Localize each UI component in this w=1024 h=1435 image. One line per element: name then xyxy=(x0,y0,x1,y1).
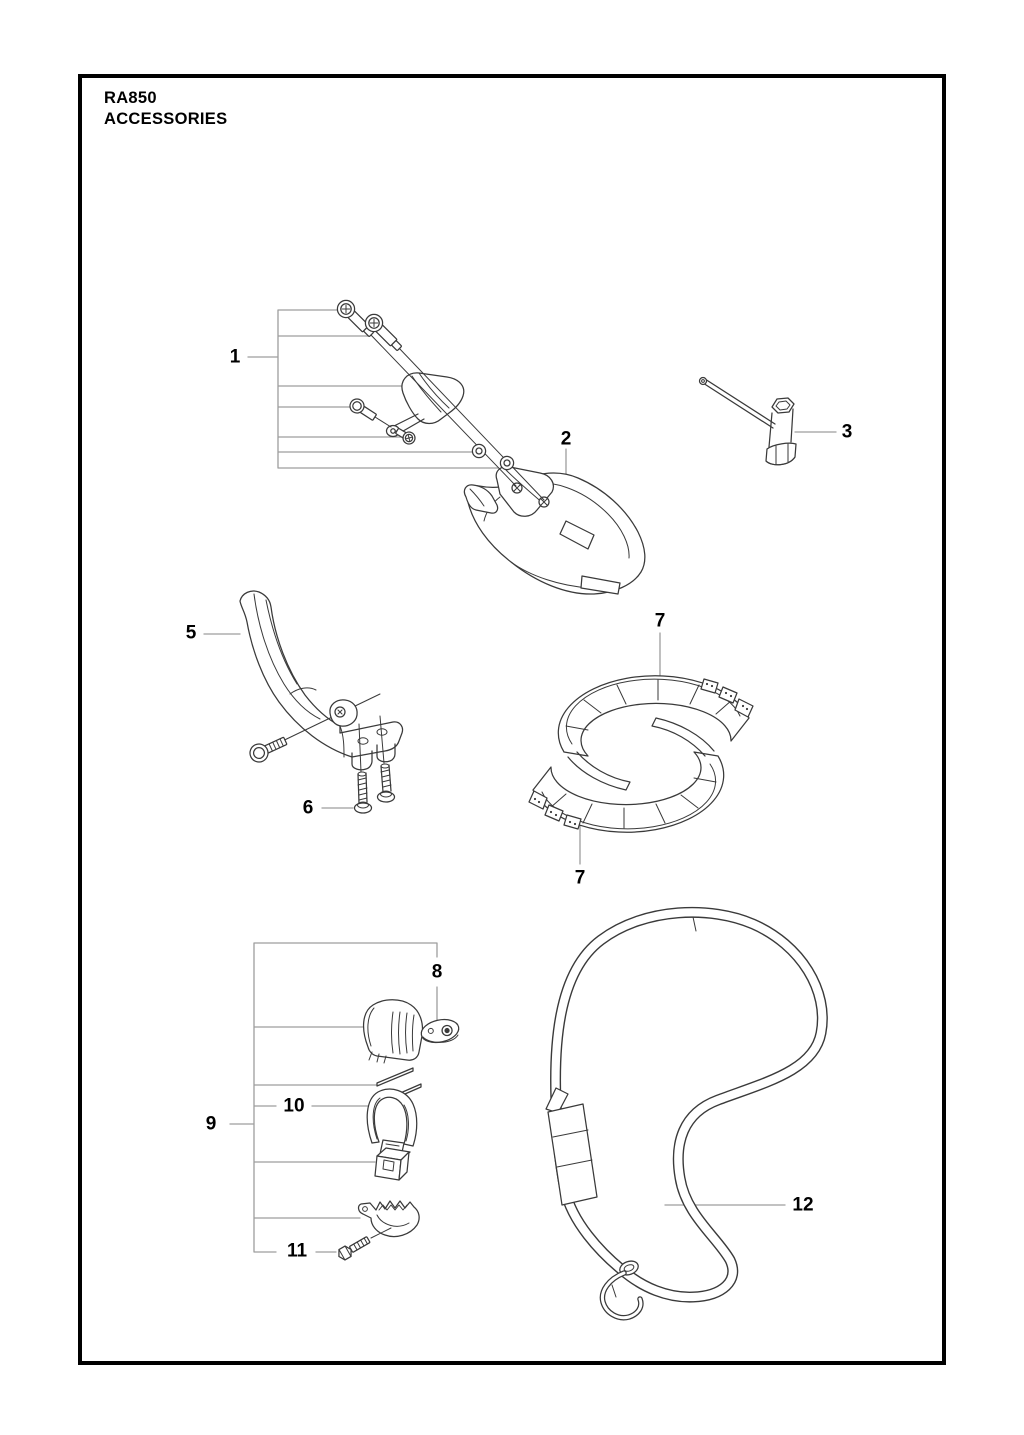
blade-guard-sections-drawing xyxy=(529,676,753,832)
part-label-6: 6 xyxy=(302,797,314,819)
part-label-3: 3 xyxy=(841,421,853,443)
shoulder-strap-drawing xyxy=(546,912,822,1317)
trimmer-guard-drawing xyxy=(464,467,644,594)
snap-hook xyxy=(602,1259,640,1318)
clamp-kit-drawing xyxy=(336,1000,461,1262)
part-label-12: 12 xyxy=(792,1194,814,1216)
loop-handle-drawing xyxy=(240,591,403,813)
part-label-9: 9 xyxy=(205,1113,217,1135)
part-label-5: 5 xyxy=(185,622,197,644)
part-label-8: 8 xyxy=(431,961,443,983)
section-title: ACCESSORIES xyxy=(104,110,228,128)
part-label-7a: 7 xyxy=(654,610,666,632)
model-title: RA850 xyxy=(104,89,157,107)
handle-bolt xyxy=(247,733,289,765)
part-label-1: 1 xyxy=(229,346,241,368)
part-label-7b: 7 xyxy=(574,867,586,889)
part-label-11: 11 xyxy=(286,1240,308,1262)
part-label-2: 2 xyxy=(560,428,572,450)
socket-wrench-drawing xyxy=(700,378,797,465)
part-label-10: 10 xyxy=(283,1095,305,1117)
